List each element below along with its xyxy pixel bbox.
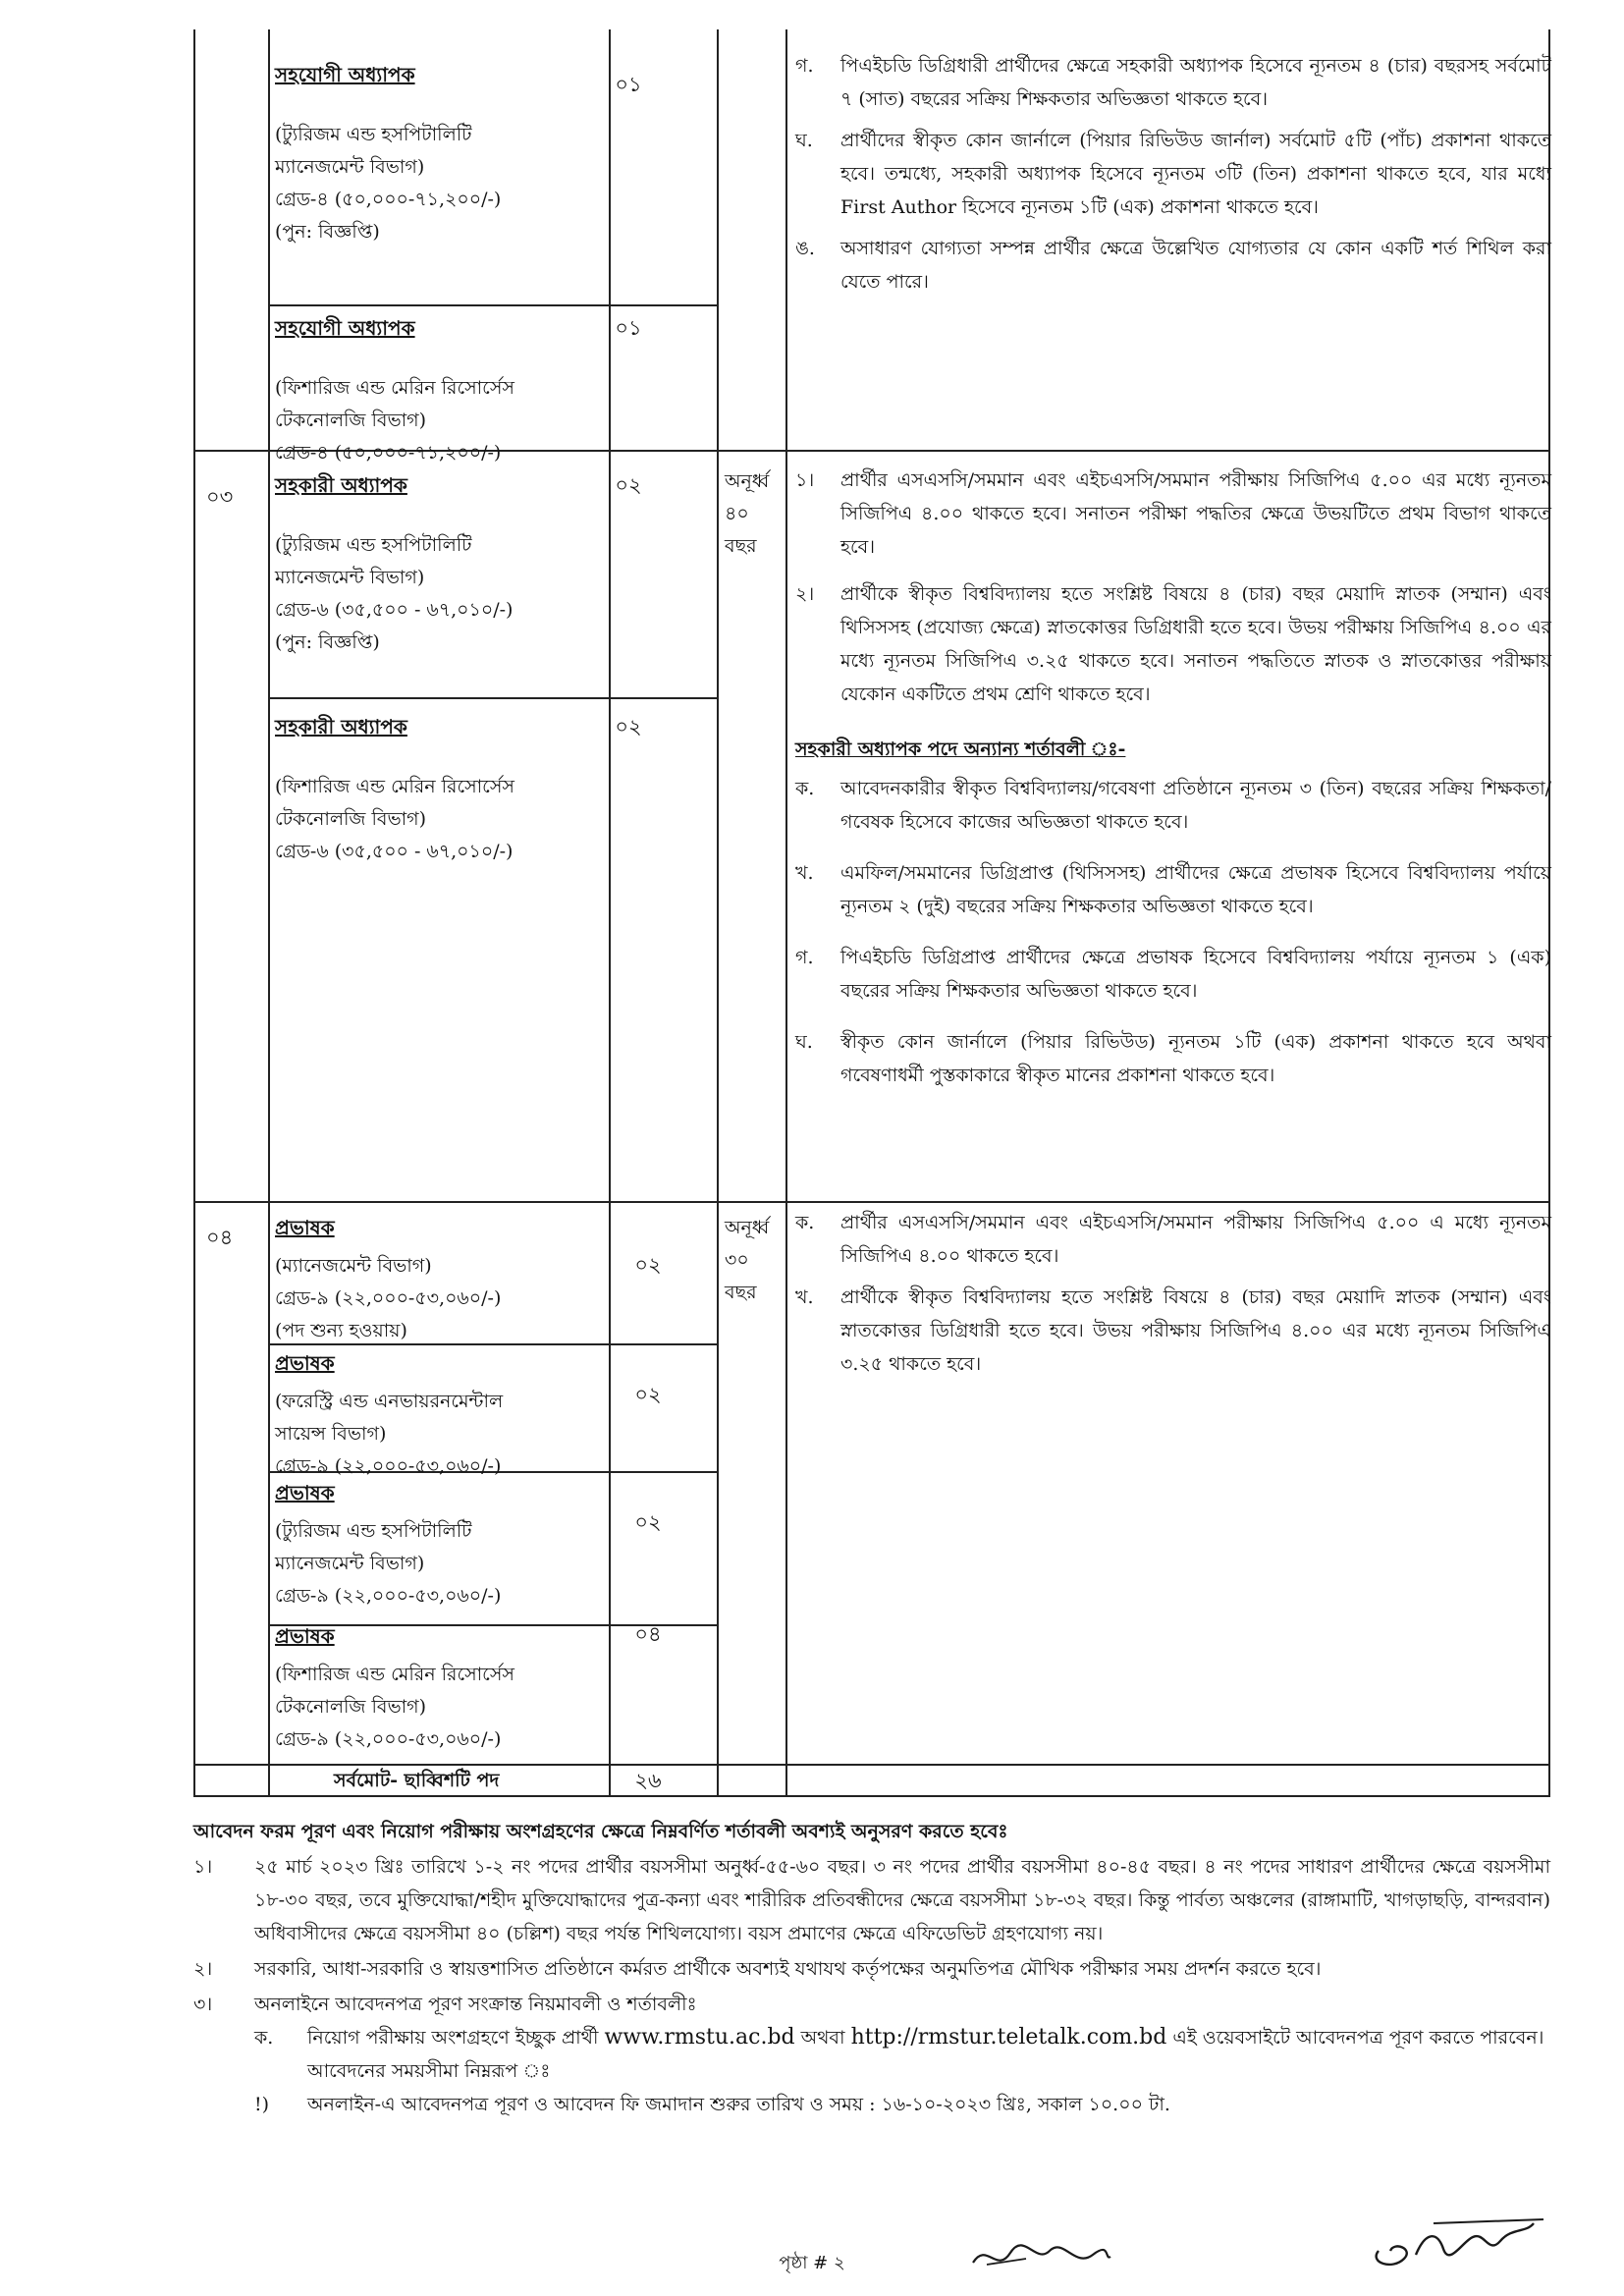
qualification-text: পিএইচডি ডিগ্রিধারী প্রার্থীদের ক্ষেত্রে সহকারী অধ্যাপক হিসেবে ন্যূনতম ৪ (চার) বছরসহ সর্বমোট ৭ (সাত) বছরের সক্রিয় শিক্ষকতার অভিজ্ঞতা থাকতে হবে। [840, 55, 1551, 110]
age-limit [725, 1212, 803, 1309]
row-serial: ০৪ [206, 1226, 234, 1249]
post-block-assistant-professor-fisheries [275, 711, 514, 868]
post-grade: গ্রেড-৬ (৩৫,৫০০ - ৬৭,০১০/-) [275, 841, 514, 862]
condition-text: এমফিল/সমমানের ডিগ্রিপ্রাপ্ত (থিসিসসহ) প্রার্থীদের ক্ষেত্রে প্রভাষক হিসেবে বিশ্ববিদ্যালয় পর্যায়ে ন্যূনতম ২ (দুই) বছরের সক্রিয় শিক্ষকতার অভিজ্ঞতা থাকতে হবে। [840, 862, 1551, 917]
post-count: ০২ [634, 1383, 662, 1406]
post-department: ম্যানেজমেন্ট বিভাগ) [275, 567, 425, 588]
post-block-lecturer-fisheries [275, 1620, 514, 1756]
item-marker: খ. [795, 862, 814, 884]
qualifications-row-2 [795, 49, 1551, 306]
condition-text: পিএইচডি ডিগ্রিপ্রাপ্ত প্রার্থীদের ক্ষেত্রে প্রভাষক হিসেবে বিশ্ববিদ্যালয় পর্যায়ে ন্যূনতম ১ (এক) বছরের সক্রিয় শিক্ষকতার অভিজ্ঞতা থাকতে হবে। [840, 947, 1551, 1002]
post-department: (ফরেস্ট্রি এন্ড এনভায়রনমেন্টাল [275, 1391, 504, 1412]
post-grade: গ্রেড-৯ (২২,০০০-৫৩,০৬০/-) [275, 1585, 502, 1607]
website-link-rmstu[interactable]: www.rmstu.ac.bd [604, 2025, 795, 2050]
post-department: টেকনোলজি বিভাগ) [275, 808, 427, 830]
total-count: ২৬ [634, 1769, 662, 1792]
application-conditions [193, 1815, 1550, 2121]
condition-text: সরকারি, আধা-সরকারি ও স্বায়ত্তশাসিত প্রতিষ্ঠানে কর্মরত প্রার্থীকে অবশ্যই যথাযথ কর্তৃপক্ষের অনুমতিপত্র মৌখিক পরীক্ষার সময় প্রদর্শন করতে হবে। [254, 1958, 1322, 1980]
post-department: ম্যানেজমেন্ট বিভাগ) [275, 1553, 425, 1574]
post-note: (পুন: বিজ্ঞপ্তি) [275, 631, 380, 653]
post-department: (ট্যুরিজম এন্ড হসপিটালিটি [275, 534, 472, 556]
post-grade: গ্রেড-৬ (৩৫,৫০০ - ৬৭,০১০/-) [275, 599, 514, 621]
application-start-time: অনলাইন-এ আবেদনপত্র পূরণ ও আবেদন ফি জমাদান শুরুর তারিখ ও সময় : ১৬-১০-২০২৩ খ্রিঃ, সকাল ১০.০০ টা. [307, 2094, 1170, 2115]
item-marker: ঘ. [795, 1031, 813, 1053]
post-count: ০২ [615, 473, 642, 497]
post-department: (ট্যুরিজম এন্ড হসপিটালিটি [275, 124, 472, 145]
post-count: ০৪ [634, 1622, 662, 1646]
post-title: প্রভাষক [275, 1351, 335, 1375]
website-link-teletalk[interactable]: http://rmstur.teletalk.com.bd [850, 2025, 1167, 2050]
sub-text-prefix: নিয়োগ পরীক্ষায় অংশগ্রহণে ইচ্ছুক প্রার্থী [307, 2027, 599, 2049]
sub-text-or: অথবা [800, 2027, 845, 2049]
post-count: ০২ [634, 1510, 662, 1534]
age-limit [725, 465, 803, 563]
post-count: ০১ [615, 73, 642, 96]
conditions-heading: আবেদন ফরম পূরণ এবং নিয়োগ পরীক্ষায় অংশগ্রহণের ক্ষেত্রে নিম্নবর্ণিত শর্তাবলী অবশ্যই অনুসরণ করতে হবেঃ [193, 1821, 1008, 1842]
post-department: টেকনোলজি বিভাগ) [275, 1696, 427, 1718]
post-department: (ফিশারিজ এন্ড মেরিন রিসোর্সেস [275, 1664, 514, 1685]
item-marker: ২। [795, 583, 815, 605]
post-grade: গ্রেড-৪ (৫০,০০০-৭১,২০০/-) [275, 442, 502, 464]
age-limit-label: অনূর্ধ্ব [725, 1217, 770, 1238]
post-department: (ফিশারিজ এন্ড মেরিন রিসোর্সেস [275, 377, 514, 399]
post-block-associate-professor-tourism [275, 59, 501, 248]
item-marker: গ. [795, 55, 814, 77]
post-title: সহযোগী অধ্যাপক [275, 316, 415, 340]
post-department: ম্যানেজমেন্ট বিভাগ) [275, 156, 425, 178]
qualifications-row-4 [795, 1206, 1551, 1389]
post-grade: গ্রেড-৯ (২২,০০০-৫৩,০৬০/-) [275, 1287, 502, 1309]
item-marker: ক. [254, 2027, 274, 2049]
post-block-lecturer-tourism [275, 1477, 501, 1613]
condition-text: অনলাইনে আবেদনপত্র পূরণ সংক্রান্ত নিয়মাবলী ও শর্তাবলীঃ [254, 1994, 697, 2015]
item-marker: ক. [795, 778, 815, 799]
post-count: ০১ [615, 316, 642, 340]
post-block-assistant-professor-tourism [275, 469, 513, 659]
qualification-text: প্রার্থীর এসএসসি/সমমান এবং এইচএসসি/সমমান পরীক্ষায় সিজিপিএ ৫.০০ এর মধ্যে ন্যূনতম সিজিপিএ ৪.০০ থাকতে হবে। সনাতন পরীক্ষা পদ্ধতির ক্ষেত্রে উভয়টিতে প্রথম বিভাগ থাকতে হবে। [840, 469, 1551, 558]
sub-text-suffix: এই ওয়েবসাইটে আবেদনপত্র পূরণ করতে পারবেন। আবেদনের সময়সীমা নিম্নরূপ ঃ [307, 2027, 1544, 2082]
row-serial: ০৩ [206, 485, 234, 509]
post-note: (পদ শুন্য হওয়ায়) [275, 1320, 407, 1341]
post-title: সহকারী অধ্যাপক [275, 715, 407, 738]
qualification-text: অসাধারণ যোগ্যতা সম্পন্ন প্রার্থীর ক্ষেত্রে উল্লেখিত যোগ্যতার যে কোন একটি শর্ত শিথিল করা যেতে পারে। [840, 238, 1551, 293]
post-title: সহকারী অধ্যাপক [275, 473, 407, 497]
item-marker: ২। [193, 1958, 213, 1980]
qualification-text: প্রার্থীর এসএসসি/সমমান এবং এইচএসসি/সমমান পরীক্ষায় সিজিপিএ ৫.০০ এ মধ্যে ন্যূনতম সিজিপিএ ৪.০০ থাকতে হবে। [840, 1212, 1551, 1267]
qualifications-row-3 [795, 464, 1551, 1100]
post-department: (ম্যানেজমেন্ট বিভাগ) [275, 1255, 432, 1277]
post-note: (পুন: বিজ্ঞপ্তি) [275, 221, 380, 243]
age-limit-label: অনূর্ধ্ব [725, 470, 770, 492]
post-title: সহযোগী অধ্যাপক [275, 63, 415, 86]
post-department: টেকনোলজি বিভাগ) [275, 410, 427, 431]
item-marker: !) [254, 2094, 270, 2115]
condition-text: আবেদনকারীর স্বীকৃত বিশ্ববিদ্যালয়/গবেষণা প্রতিষ্ঠানে ন্যূনতম ৩ (তিন) বছরের সক্রিয় শিক্ষকতা/গবেষক হিসেবে কাজের অভিজ্ঞতা থাকতে হবে। [840, 778, 1551, 833]
total-label: সর্বমোট- ছাব্বিশটি পদ [334, 1770, 500, 1791]
page-number: পৃষ্ঠা # ২ [779, 2253, 845, 2273]
post-title: প্রভাষক [275, 1216, 335, 1239]
post-grade: গ্রেড-৯ (২২,০০০-৫৩,০৬০/-) [275, 1728, 502, 1750]
condition-text: ২৫ মার্চ ২০২৩ খ্রিঃ তারিখে ১-২ নং পদের প্রার্থীর বয়সসীমা অনুর্ধ্ব-৫৫-৬০ বছর। ৩ নং পদের প্রার্থীর বয়সসীমা ৪০-৪৫ বছর। ৪ নং পদের সাধারণ প্রার্থীদের ক্ষেত্রে বয়সসীমা ১৮-৩০ বছর, তবে মুক্তিযোদ্ধা/শহীদ মুক্তিযোদ্ধাদের পুত্র-কন্যা এবং শারীরিক প্রতিবন্ধীদের ক্ষেত্রে বয়সসীমা ১৮-৩২ বছর। কিন্তু পার্বত্য অঞ্চলের (রাঙ্গামাটি, খাগড়াছড়ি, বান্দরবান) অধিবাসীদের ক্ষেত্রে বয়সসীমা ৪০ (চল্লিশ) বছর পর্যন্ত শিথিলযোগ্য। বয়স প্রমাণের ক্ষেত্রে এফিডেভিট গ্রহণযোগ্য নয়। [254, 1856, 1550, 1944]
condition-text: স্বীকৃত কোন জার্নালে (পিয়ার রিভিউড) ন্যূনতম ১টি (এক) প্রকাশনা থাকতে হবে অথবা গবেষণাধর্মী পুস্তকাকারে স্বীকৃত মানের প্রকাশনা থাকতে হবে। [840, 1031, 1551, 1086]
item-marker: ঙ. [795, 238, 815, 259]
age-limit-value: ৩০ [725, 1249, 749, 1271]
item-marker: খ. [795, 1286, 814, 1308]
other-conditions-heading: সহকারী অধ্যাপক পদে অন্যান্য শর্তাবলী ঃ- [795, 738, 1126, 760]
post-grade: গ্রেড-৪ (৫০,০০০-৭১,২০০/-) [275, 189, 502, 210]
age-limit-unit: বছর [725, 1282, 757, 1303]
post-grade: গ্রেড-৯ (২২,০০০-৫৩,০৬০/-) [275, 1455, 502, 1477]
post-title: প্রভাষক [275, 1481, 335, 1504]
age-limit-value: ৪০ [725, 503, 749, 524]
online-application-text [307, 2021, 1550, 2088]
post-department: (ফিশারিজ এন্ড মেরিন রিসোর্সেস [275, 776, 514, 797]
post-count: ০২ [615, 715, 642, 738]
item-marker: ক. [795, 1212, 815, 1233]
qualification-text: প্রার্থীকে স্বীকৃত বিশ্ববিদ্যালয় হতে সংশ্লিষ্ট বিষয়ে ৪ (চার) বছর মেয়াদি স্নাতক (সম্মান) এবং স্নাতকোত্তর ডিগ্রিধারী হতে হবে। উভয় পরীক্ষায় সিজিপিএ ৪.০০ এর মধ্যে ন্যূনতম সিজিপিএ ৩.২৫ থাকতে হবে। [840, 1286, 1551, 1375]
post-department: (ট্যুরিজম এন্ড হসপিটালিটি [275, 1520, 472, 1542]
item-marker: ৩। [193, 1994, 213, 2015]
item-marker: গ. [795, 947, 814, 968]
qualification-text: প্রার্থীকে স্বীকৃত বিশ্ববিদ্যালয় হতে সংশ্লিষ্ট বিষয়ে ৪ (চার) বছর মেয়াদি স্নাতক (সম্মান) এবং থিসিসসহ (প্রযোজ্য ক্ষেত্রে) স্নাতকোত্তর ডিগ্রিধারী হতে হবে। উভয় পরীক্ষায় সিজিপিএ ৪.০০ এর মধ্যে ন্যূনতম সিজিপিএ ৩.২৫ থাকতে হবে। সনাতন পদ্ধতিতে স্নাতক ও স্নাতকোত্তর পরীক্ষায় যেকোন একটিতে প্রথম শ্রেণি থাকতে হবে। [840, 583, 1551, 705]
post-block-lecturer-management [275, 1212, 501, 1347]
post-block-associate-professor-fisheries [275, 312, 514, 469]
post-department: সায়েন্স বিভাগ) [275, 1423, 387, 1445]
post-block-lecturer-forestry [275, 1347, 503, 1483]
qualification-text: প্রার্থীদের স্বীকৃত কোন জার্নালে (পিয়ার রিভিউড জার্নাল) সর্বমোট ৫টি (পাঁচ) প্রকাশনা থাকতে হবে। তন্মধ্যে, সহকারী অধ্যাপক হিসেবে ন্যূনতম ৩টি (তিন) প্রকাশনা থাকতে হবে, যার মধ্যে First Author হিসেবে ন্যূনতম ১টি (এক) প্রকাশনা থাকতে হবে। [840, 130, 1551, 218]
item-marker: ঘ. [795, 130, 813, 151]
post-title: প্রভাষক [275, 1624, 335, 1648]
age-limit-unit: বছর [725, 535, 757, 557]
item-marker: ১। [193, 1856, 213, 1878]
item-marker: ১। [795, 469, 815, 491]
post-count: ০২ [634, 1253, 662, 1277]
